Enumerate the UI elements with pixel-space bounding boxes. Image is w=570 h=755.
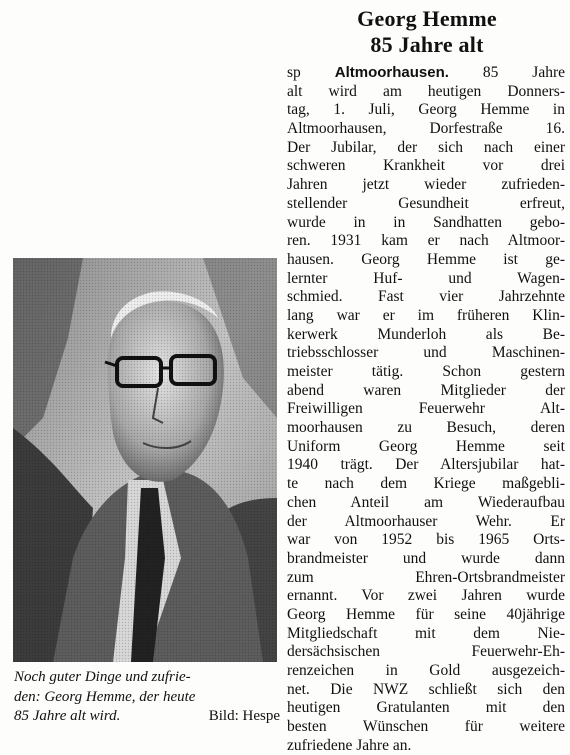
body-line: Altmoorhausen, Dorfestraße 16.	[287, 120, 565, 138]
article-body	[287, 64, 565, 755]
body-line: heutigen Gratulanten mit den	[287, 699, 565, 717]
body-line: moorhausen zu Besuch, deren	[287, 419, 565, 437]
body-line: abend waren Mitglieder der	[287, 381, 565, 399]
portrait-photo	[13, 258, 277, 662]
body-line-text: 85 Jahre	[482, 64, 565, 81]
body-line: schmied. Fast vier Jahrzehnte	[287, 288, 565, 306]
body-line: war von 1952 bis 1965 Orts-	[287, 531, 565, 549]
dateline-prefix: sp	[287, 64, 301, 81]
body-line: Mitgliedschaft mit dem Nie-	[287, 624, 565, 642]
dateline-place: Altmoorhausen.	[334, 64, 449, 81]
body-line: net. Die NWZ schließt sich den	[287, 680, 565, 698]
body-line: schweren Krankheit vor drei	[287, 157, 565, 175]
body-line: ren. 1931 kam er nach Altmoor-	[287, 232, 565, 250]
caption-line: den: Georg Hemme, der heute	[14, 688, 196, 705]
body-line: Georg Hemme für seine 40jährige	[287, 605, 565, 623]
body-line: dersächsischen Feuerwehr-Eh-	[287, 643, 565, 661]
body-line: kerwerk Munderloh als Be-	[287, 325, 565, 343]
body-line: stellender Gesundheit erfreut,	[287, 194, 565, 212]
headline-name: Georg Hemme	[357, 6, 497, 31]
headline-age: 85 Jahre alt	[370, 32, 484, 57]
headline	[288, 6, 566, 58]
caption-line: Noch guter Dinge und zufrie-	[14, 669, 191, 685]
caption-text: 85 Jahre alt wird.	[14, 708, 121, 724]
body-line: Jahren jetzt wieder zufrieden-	[287, 176, 565, 194]
body-line: Der Jubilar, der sich nach einer	[287, 138, 565, 156]
body-line-first	[287, 64, 565, 83]
body-line: meister tätig. Schon gestern	[287, 363, 565, 380]
body-line: tag, 1. Juli, Georg Hemme in	[287, 101, 565, 119]
body-line: der Altmoorhauser Wehr. Er	[287, 512, 565, 530]
body-line: Uniform Georg Hemme seit	[287, 437, 565, 455]
body-line: besten Wünschen für weitere	[287, 718, 565, 736]
body-line: te nach dem Kriege maßgebli-	[287, 475, 565, 493]
caption-line-last	[14, 707, 280, 727]
body-line: wurde in in Sandhatten gebo-	[287, 213, 565, 231]
portrait-image	[13, 258, 277, 662]
body-line: hausen. Georg Hemme ist ge-	[287, 250, 565, 268]
body-line: zufriedene Jahre an.	[287, 736, 412, 754]
body-line: Freiwilligen Feuerwehr Alt-	[287, 400, 565, 418]
body-line: lernter Huf- und Wagen-	[287, 269, 565, 287]
body-line: alt wird am heutigen Donners-	[287, 82, 565, 100]
body-line: brandmeister und wurde dann	[287, 549, 565, 567]
body-line: lang war er im früheren Klin-	[287, 306, 565, 324]
body-line: chen Anteil am Wiederaufbau	[287, 493, 565, 511]
body-line: triebsschlosser und Maschinen-	[287, 344, 565, 362]
body-line: 1940 trägt. Der Altersjubilar hat-	[287, 456, 565, 474]
body-line: zum Ehren-Ortsbrandmeister	[287, 568, 565, 586]
body-lines	[287, 83, 565, 755]
body-line: renzeichen in Gold ausgezeich-	[287, 662, 565, 679]
body-line: ernannt. Vor zwei Jahren wurde	[287, 587, 565, 605]
photo-caption	[14, 668, 280, 727]
photo-credit: Bild: Hespe	[208, 708, 280, 724]
